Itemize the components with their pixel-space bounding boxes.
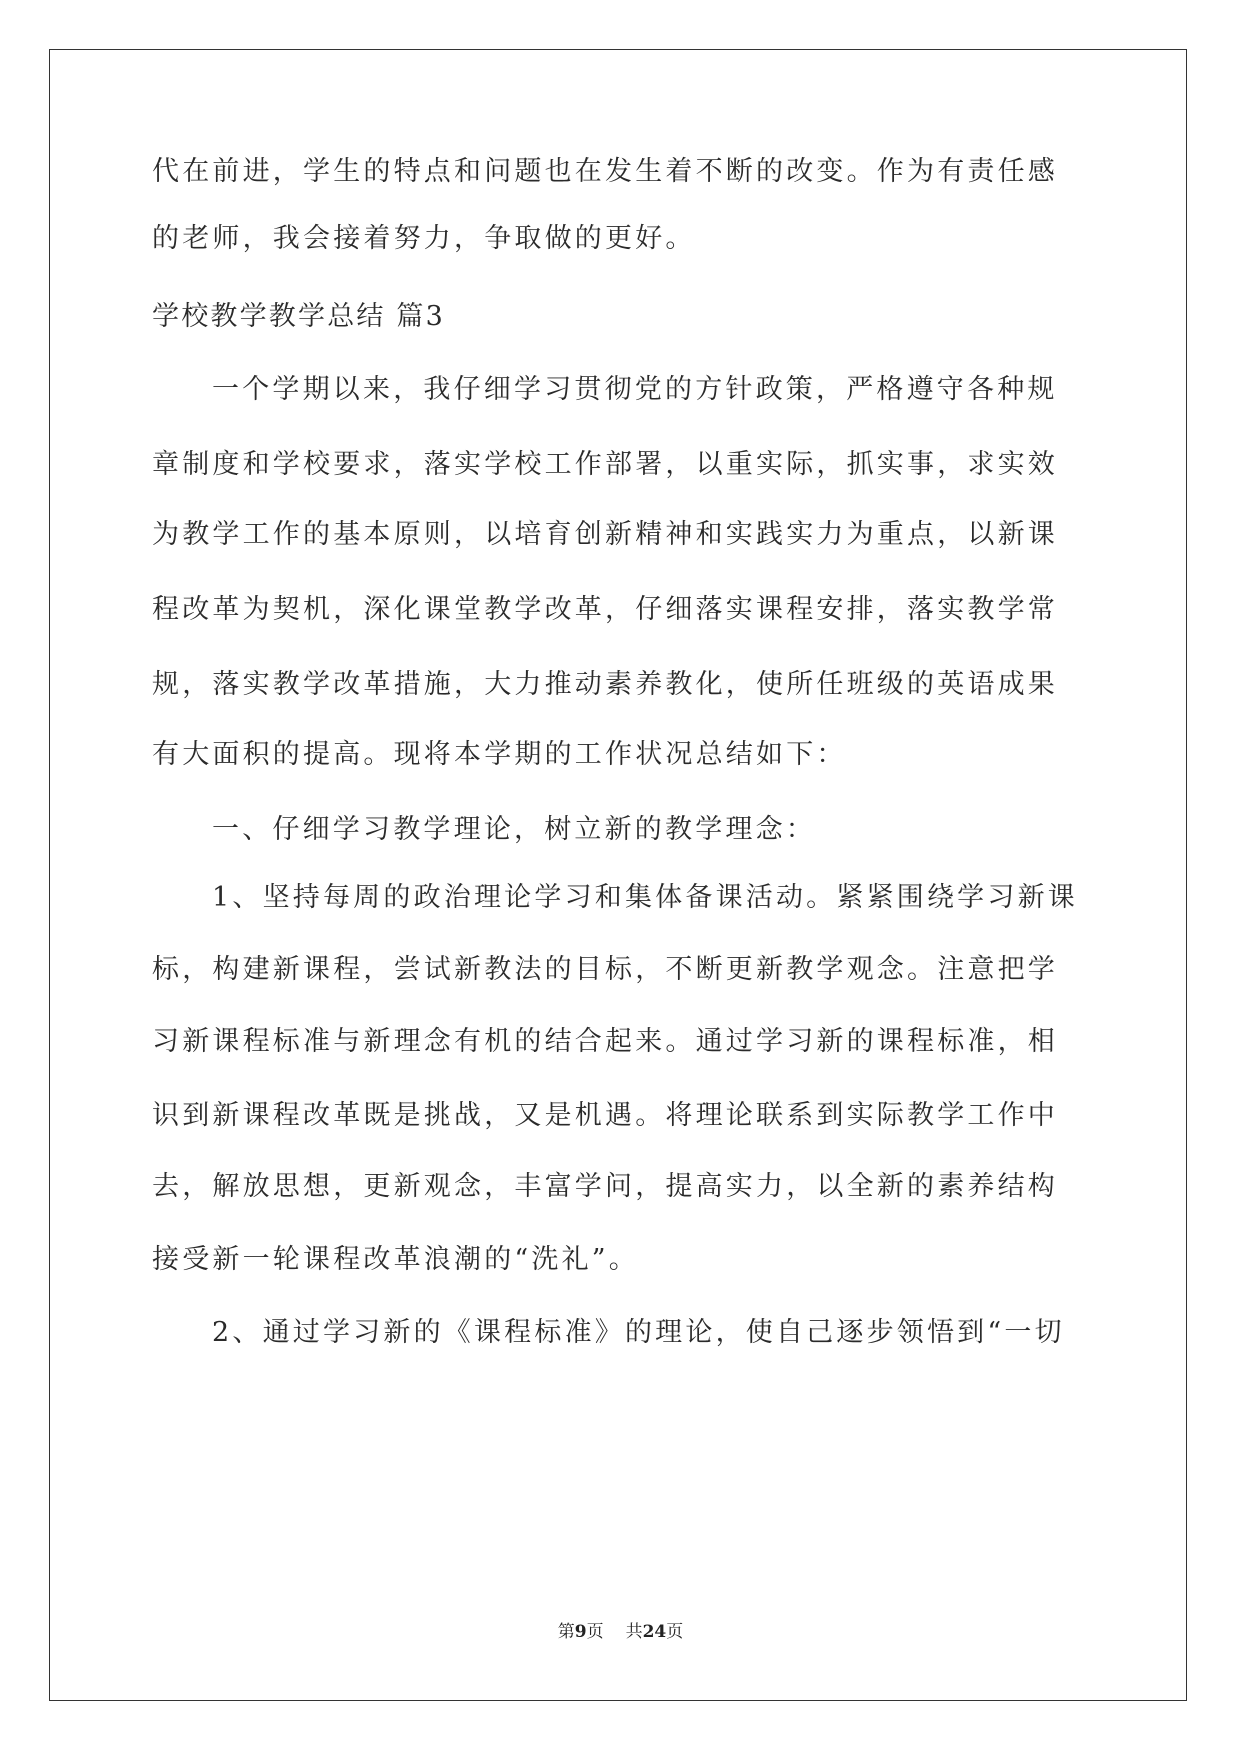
footer-total-prefix: 共 — [625, 1622, 643, 1642]
paragraph-first-line: 1、坚持每周的政治理论学习和集体备课活动。紧紧围绕学习新课 — [212, 882, 1078, 913]
footer-total-unit: 页 — [666, 1622, 684, 1642]
text-line: 识到新课程改革既是挑战，又是机遇。将理论联系到实际教学工作中 — [152, 1100, 1058, 1131]
text-line: 去，解放思想，更新观念，丰富学问，提高实力，以全新的素养结构 — [152, 1171, 1058, 1202]
text-line: 规，落实教学改革措施，大力推动素养教化，使所任班级的英语成果 — [152, 669, 1058, 700]
section-heading: 学校教学教学总结 篇3 — [152, 301, 445, 332]
text-line: 代在前进，学生的特点和问题也在发生着不断的改变。作为有责任感 — [152, 156, 1058, 187]
text-line: 习新课程标准与新理念有机的结合起来。通过学习新的课程标准，相 — [152, 1026, 1058, 1057]
text-line: 的老师，我会接着努力，争取做的更好。 — [152, 223, 696, 254]
current-page-number: 9 — [574, 1622, 587, 1642]
text-line: 标，构建新课程，尝试新教法的目标，不断更新教学观念。注意把学 — [152, 954, 1058, 985]
text-line: 为教学工作的基本原则，以培育创新精神和实践实力为重点，以新课 — [152, 519, 1058, 550]
paragraph-first-line: 2、通过学习新的《课程标准》的理论，使自己逐步领悟到“一切 — [212, 1317, 1065, 1348]
text-line: 章制度和学校要求，落实学校工作部署，以重实际，抓实事，求实效 — [152, 449, 1058, 480]
text-line: 接受新一轮课程改革浪潮的“洗礼”。 — [152, 1244, 640, 1275]
text-line: 程改革为契机，深化课堂教学改革，仔细落实课程安排，落实教学常 — [152, 594, 1058, 625]
footer-prefix: 第 — [557, 1622, 575, 1642]
total-pages-number: 24 — [642, 1622, 667, 1642]
subheading: 一、仔细学习教学理论，树立新的教学理念： — [212, 814, 816, 845]
page-footer — [0, 1617, 1241, 1642]
paragraph-first-line: 一个学期以来，我仔细学习贯彻党的方针政策，严格遵守各种规 — [212, 374, 1058, 405]
footer-page-unit: 页 — [586, 1622, 604, 1642]
text-line: 有大面积的提高。现将本学期的工作状况总结如下： — [152, 739, 847, 770]
